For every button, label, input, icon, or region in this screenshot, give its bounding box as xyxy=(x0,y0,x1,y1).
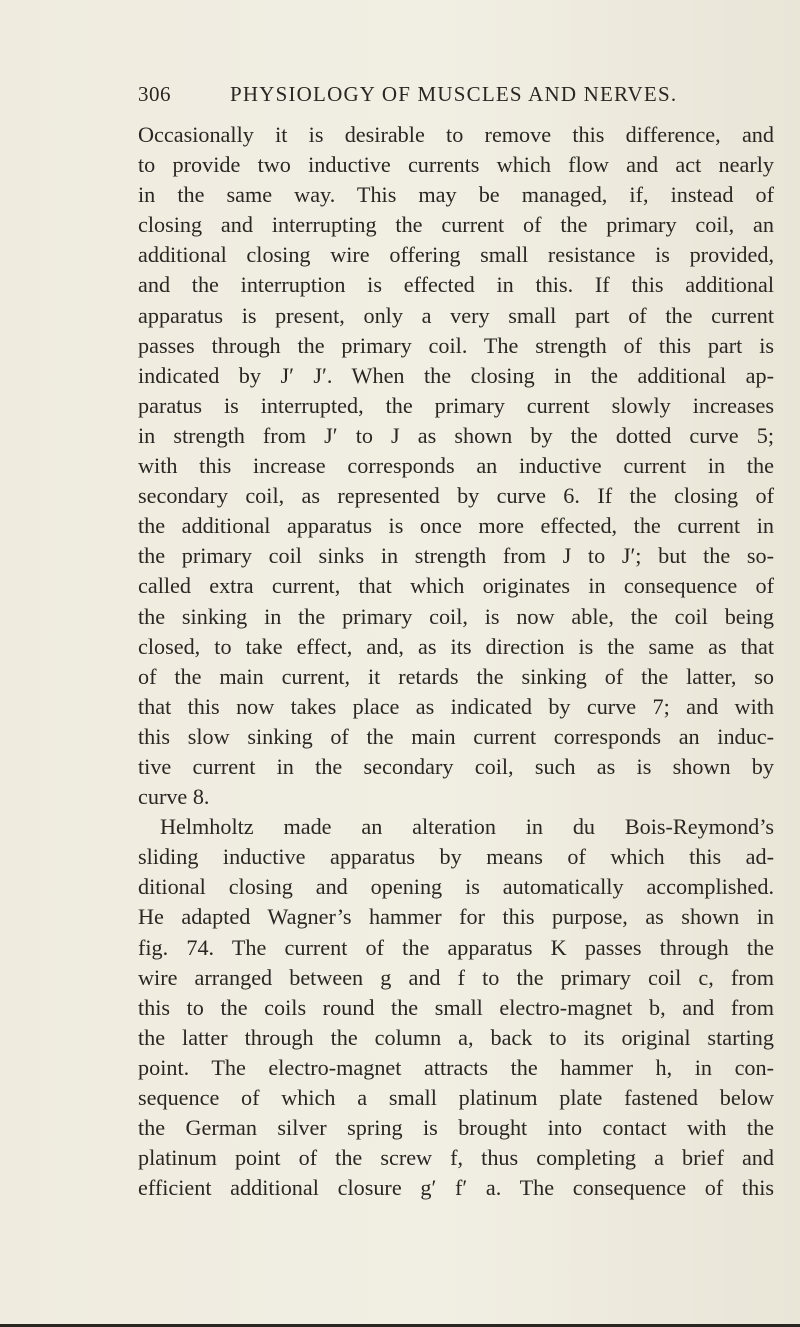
text-line: in strength from J′ to J as shown by the dotted curve 5; xyxy=(138,422,774,448)
text-line: ditional closing and opening is automatically accomplished. xyxy=(138,874,774,900)
text-line: the German silver spring is brought into contact with the xyxy=(138,1115,774,1141)
text-line: Helmholtz made an alteration in du Bois-Reymond’s xyxy=(160,814,774,840)
text-line: He adapted Wagner’s hammer for this purpose, as shown in xyxy=(138,904,774,930)
text-line: paratus is interrupted, the primary current slowly increases xyxy=(138,392,774,418)
text-line: this slow sinking of the main current corresponds an induc- xyxy=(138,723,774,749)
text-line: the latter through the column a, back to its original starting xyxy=(138,1024,774,1050)
text-line: with this increase corresponds an inductive current in the xyxy=(138,453,774,479)
text-line: efficient additional closure g′ f′ a. The consequence of this xyxy=(138,1175,774,1201)
text-line: sliding inductive apparatus by means of which this ad- xyxy=(138,844,774,870)
text-line: closing and interrupting the current of the primary coil, an xyxy=(138,212,774,238)
body-text xyxy=(138,120,774,1203)
text-line: secondary coil, as represented by curve 6. If the closing of xyxy=(138,483,774,509)
text-line: wire arranged between g and f to the primary coil c, from xyxy=(138,964,774,990)
text-line: this to the coils round the small electro-magnet b, and from xyxy=(138,994,774,1020)
running-title: PHYSIOLOGY OF MUSCLES AND NERVES. xyxy=(230,82,678,106)
text-line: point. The electro-magnet attracts the hammer h, in con- xyxy=(138,1054,774,1080)
text-line: tive current in the secondary coil, such as is shown by xyxy=(138,753,774,779)
text-line: indicated by J′ J′. When the closing in the additional ap- xyxy=(138,362,774,388)
text-line: apparatus is present, only a very small part of the current xyxy=(138,302,774,328)
text-line: fig. 74. The current of the apparatus K passes through the xyxy=(138,934,774,960)
text-line: sequence of which a small platinum plate fastened below xyxy=(138,1085,774,1110)
text-line: the primary coil sinks in strength from J to J′; but the so- xyxy=(138,543,774,569)
text-line: additional closing wire offering small resistance is provided, xyxy=(138,242,774,268)
text-line: closed, to take effect, and, as its direction is the same as that xyxy=(138,633,774,659)
text-line: called extra current, that which originates in consequence of xyxy=(138,573,774,599)
text-line: that this now takes place as indicated by curve 7; and with xyxy=(138,693,774,719)
page-number: 306 xyxy=(138,82,171,106)
text-line: platinum point of the screw f, thus completing a brief and xyxy=(138,1145,774,1171)
text-line: in the same way. This may be managed, if, instead of xyxy=(138,182,774,208)
paragraph-2 xyxy=(138,812,774,1203)
text-line: to provide two inductive currents which flow and act nearly xyxy=(138,152,774,178)
text-line: of the main current, it retards the sinking of the latter, so xyxy=(138,663,774,689)
text-line: Occasionally it is desirable to remove this difference, and xyxy=(138,122,774,147)
paragraph-1 xyxy=(138,120,774,812)
text-line: the sinking in the primary coil, is now able, the coil being xyxy=(138,603,774,629)
text-line: and the interruption is effected in this. If this additional xyxy=(138,272,774,298)
text-line: passes through the primary coil. The strength of this part is xyxy=(138,332,774,358)
running-header xyxy=(138,82,778,114)
text-line: curve 8. xyxy=(138,784,210,810)
text-line: the additional apparatus is once more effected, the current in xyxy=(138,513,774,539)
